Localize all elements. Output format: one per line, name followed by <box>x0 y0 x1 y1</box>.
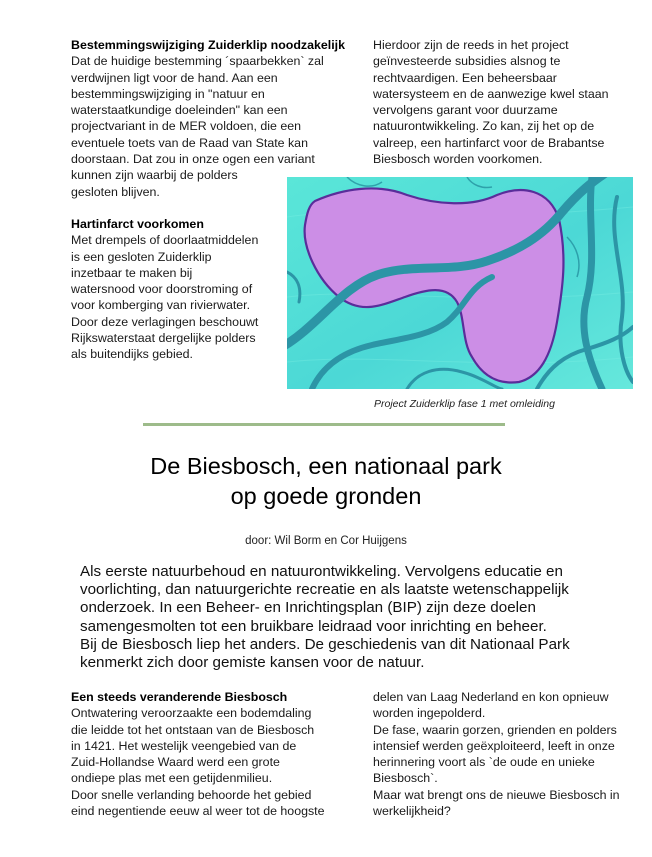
title-line: De Biesbosch, een nationaal park <box>150 453 502 479</box>
intro-line: Bij de Biesbosch liep het anders. De geschiedenis van dit Nationaal Park <box>80 635 570 653</box>
text-line: intensief werden geëxploiteerd, leeft in onze <box>373 738 615 753</box>
text-line: Zuid-Hollandse Waard werd een grote <box>71 755 280 770</box>
article-title <box>0 451 652 511</box>
intro-line: kenmerkt zich door gemiste kansen voor de natuur. <box>80 654 425 672</box>
text-line: als buitendijks gebied. <box>71 347 193 362</box>
text-line: worden ingepolderd. <box>373 706 486 721</box>
text-line: Biesbosch worden voorkomen. <box>373 152 543 167</box>
text-line: inzetbaar te maken bij <box>71 265 193 280</box>
text-line: natuurontwikkeling. Zo kan, zij het op de <box>373 119 595 134</box>
text-line: vervolgens garant voor duurzame <box>373 103 558 118</box>
text-line: die leidde tot het ontstaan van de Biesbosch <box>71 722 315 737</box>
text-line: is een gesloten Zuiderklip <box>71 249 212 264</box>
text-line: ondiepe plas met een getijdenmilieu. <box>71 771 273 786</box>
text-line: Biesbosch`. <box>373 771 438 786</box>
intro-line: samengesmolten tot een bruikbare leidraad voor inrichting en beheer. <box>80 617 547 635</box>
top-right-column <box>373 37 609 167</box>
title-line: op goede gronden <box>230 483 422 509</box>
text-line: kunnen zijn waarbij de polders <box>71 168 238 183</box>
text-line: doorstaan. Dat zou in onze ogen een variant <box>71 152 315 167</box>
text-line: waterstaatkundige doeleinden" kan een <box>71 103 288 118</box>
text-line: bestemmingswijziging in "natuur en <box>71 86 265 101</box>
text-line: Dat de huidige bestemming ´spaarbekken` zal <box>71 54 324 69</box>
text-line: Hierdoor zijn de reeds in het project <box>373 38 569 52</box>
heading-hartinfarct: Hartinfarct voorkomen <box>71 216 204 231</box>
article-intro <box>80 563 570 672</box>
intro-line: onderzoek. In een Beheer- en Inrichtingsplan (BIP) zijn deze doelen <box>80 599 536 617</box>
intro-line: Als eerste natuurbehoud en natuurontwikkeling. Vervolgens educatie en <box>80 563 563 580</box>
figure-caption: Project Zuiderklip fase 1 met omleiding <box>374 398 555 410</box>
text-line: eind negentiende eeuw al weer tot de hoogste <box>71 804 325 819</box>
text-line: voor komberging van rivierwater. <box>71 298 251 313</box>
text-line: geïnvesteerde subsidies alsnog te <box>373 54 561 69</box>
text-line: werkelijkheid? <box>373 804 451 819</box>
text-line: gesloten blijven. <box>71 184 160 199</box>
project-map-figure <box>287 177 633 389</box>
text-line: verdwijnen ligt voor de hand. Aan een <box>71 70 278 85</box>
bottom-left-column <box>71 689 325 819</box>
heading-bestemmingswijziging: Bestemmingswijziging Zuiderklip noodzakelijk <box>71 38 346 52</box>
text-line: De fase, waarin gorzen, grienden en polders <box>373 722 617 737</box>
bottom-right-column <box>373 689 620 819</box>
article-byline: door: Wil Borm en Cor Huijgens <box>245 535 407 547</box>
text-line: rechtvaardigen. Een beheersbaar <box>373 70 557 85</box>
text-line: projectvariant in de MER voldoen, die een <box>71 119 302 134</box>
text-line: Door deze verlagingen beschouwt <box>71 314 259 329</box>
text-line: Ontwatering veroorzaakte een bodemdaling <box>71 706 312 721</box>
text-line: eventuele toets van de Raad van State kan <box>71 135 308 150</box>
text-line: watersysteem en de aanwezige kwel staan <box>373 86 609 101</box>
text-line: Rijkswaterstaat dergelijke polders <box>71 331 256 346</box>
text-line: herinnering voort als `de oude en unieke <box>373 755 595 770</box>
text-line: watersnood voor doorstroming of <box>71 282 253 297</box>
heading-veranderende-biesbosch: Een steeds veranderende Biesbosch <box>71 690 288 704</box>
text-line: Met drempels of doorlaatmiddelen <box>71 233 259 248</box>
text-line: valreep, een hartinfarct voor de Brabantse <box>373 135 605 150</box>
text-line: delen van Laag Nederland en kon opnieuw <box>373 690 609 704</box>
text-line: in 1421. Het westelijk veengebied van de <box>71 738 297 753</box>
paragraph-veranderende-biesbosch <box>71 705 325 819</box>
text-line: Maar wat brengt ons de nieuwe Biesbosch in <box>373 787 620 802</box>
text-line: Door snelle verlanding behoorde het gebied <box>71 787 312 802</box>
intro-line: voorlichting, dan natuurgerichte recreatie en als laatste wetenschappelijk <box>80 581 569 599</box>
section-divider <box>143 423 505 426</box>
